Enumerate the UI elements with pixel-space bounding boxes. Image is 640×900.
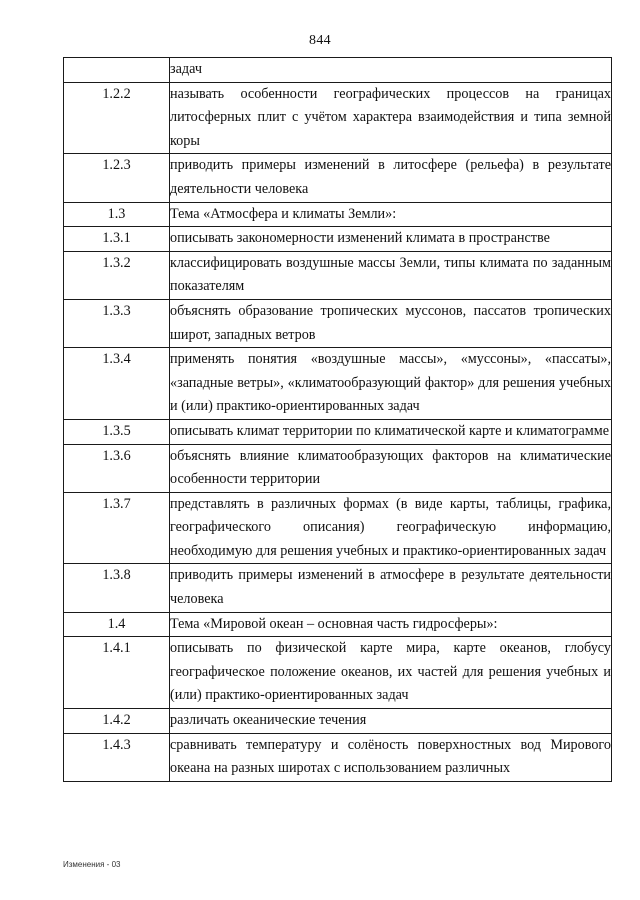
table-row [64, 637, 612, 709]
table-row [64, 612, 612, 637]
table-row [64, 709, 612, 734]
table-row [64, 82, 612, 154]
row-description: сравнивать температуру и солёность поверхностных вод Мирового океана на разных широтах с использованием различных [170, 733, 612, 781]
row-code: 1.4.1 [64, 637, 170, 709]
row-code: 1.4.3 [64, 733, 170, 781]
row-description: описывать по физической карте мира, карте океанов, глобусу географическое положение океанов, их частей для решения учебных и (или) практико-ориентированных задач [170, 637, 612, 709]
table-row [64, 492, 612, 564]
row-code: 1.4.2 [64, 709, 170, 734]
table-row [64, 444, 612, 492]
row-code: 1.2.3 [64, 154, 170, 202]
requirements-table [63, 57, 612, 782]
row-description: классифицировать воздушные массы Земли, типы климата по заданным показателям [170, 251, 612, 299]
row-code: 1.3.5 [64, 419, 170, 444]
table-row [64, 299, 612, 347]
table-row [64, 227, 612, 252]
table-row [64, 348, 612, 420]
row-description: приводить примеры изменений в атмосфере в результате деятельности человека [170, 564, 612, 612]
table-row [64, 251, 612, 299]
page-number: 844 [309, 33, 331, 48]
row-code: 1.3.1 [64, 227, 170, 252]
row-description: представлять в различных формах (в виде карты, таблицы, графика, географического описания) географическую информацию, необходимую для решения учебных и практико-ориентированных задач [170, 492, 612, 564]
row-code: 1.3.8 [64, 564, 170, 612]
row-description: приводить примеры изменений в литосфере (рельефа) в результате деятельности человека [170, 154, 612, 202]
footer-note: Изменения - 03 [63, 860, 121, 869]
row-code: 1.3.2 [64, 251, 170, 299]
table-row [64, 202, 612, 227]
row-code: 1.4 [64, 612, 170, 637]
row-code: 1.3 [64, 202, 170, 227]
row-description: описывать закономерности изменений климата в пространстве [170, 227, 612, 252]
row-code: 1.2.2 [64, 82, 170, 154]
row-description: различать океанические течения [170, 709, 612, 734]
row-code [64, 58, 170, 83]
topic-heading: Тема «Мировой океан – основная часть гидросферы»: [170, 612, 612, 637]
row-code: 1.3.6 [64, 444, 170, 492]
table-row [64, 154, 612, 202]
row-description: называть особенности географических процессов на границах литосферных плит с учётом характера взаимодействия и типа земной коры [170, 82, 612, 154]
topic-heading: Тема «Атмосфера и климаты Земли»: [170, 202, 612, 227]
row-code: 1.3.7 [64, 492, 170, 564]
table-row [64, 564, 612, 612]
table-row [64, 58, 612, 83]
row-description: объяснять влияние климатообразующих факторов на климатические особенности территории [170, 444, 612, 492]
row-description: задач [170, 58, 612, 83]
row-description: применять понятия «воздушные массы», «муссоны», «пассаты», «западные ветры», «климатообразующий фактор» для решения учебных и (или) практико-ориентированных задач [170, 348, 612, 420]
table-row [64, 419, 612, 444]
table-row [64, 733, 612, 781]
row-description: объяснять образование тропических муссонов, пассатов тропических широт, западных ветров [170, 299, 612, 347]
row-code: 1.3.4 [64, 348, 170, 420]
row-description: описывать климат территории по климатической карте и климатограмме [170, 419, 612, 444]
row-code: 1.3.3 [64, 299, 170, 347]
